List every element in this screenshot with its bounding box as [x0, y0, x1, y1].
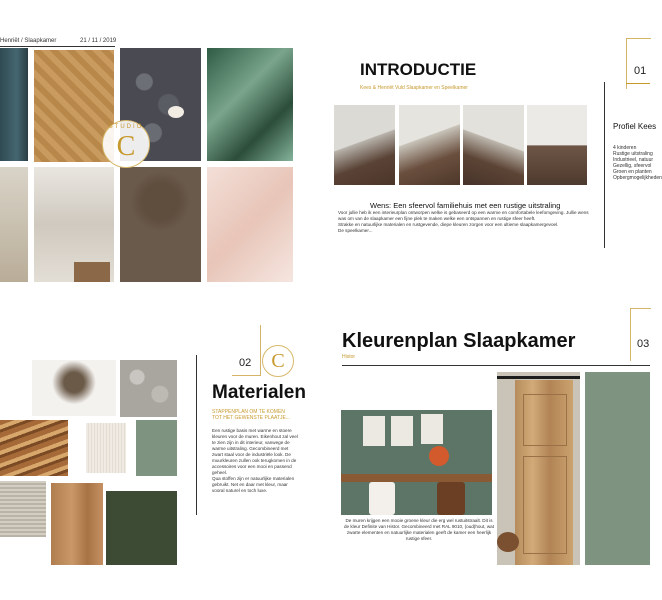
material-dried-flower: [32, 360, 116, 416]
chair: [437, 482, 465, 515]
body-line: geheel.: [212, 470, 228, 475]
attic-photo-3: [463, 105, 524, 185]
page-tagline: Wens: Een sfeervol familiehuis met een rustige uitstraling: [370, 201, 561, 210]
wall-art-1: [363, 416, 385, 446]
oak-barn-door-photo: [497, 372, 580, 565]
studio-c-mini-logo: [262, 345, 294, 377]
body-line: Een rustige basis met warme en stoere: [212, 428, 292, 433]
flower-vase: [429, 446, 449, 466]
page-title: INTRODUCTIE: [360, 60, 477, 79]
page-subtitle: [212, 409, 292, 421]
page-number: 03: [637, 338, 650, 350]
intro-body-line: Voor jullie heb ik een interieurplan ontworpen welke is gebaseerd op een warme en comfortabele leefomgeving. Jullie wens: [338, 210, 589, 215]
moodboard-tile-wood-stool: [0, 167, 28, 282]
body-line: gebruikt. Net en daar met kleur, maar: [212, 482, 288, 487]
coffee-cup: [168, 106, 184, 118]
subtitle-line: TOT HET GEWENSTE PLAATJE...: [212, 415, 290, 421]
kleurenplan-page: [334, 308, 650, 565]
profile-title: Profiel Kees: [613, 122, 657, 131]
intro-body-line: was om van de slaapkamer een fijne plek te maken welke een ontspannen en rustige sfeer heeft.: [338, 216, 536, 221]
body-line: te zien zijn in dit interieur, vanwege de: [212, 440, 290, 445]
profile-item: Groen en planten: [613, 169, 652, 175]
stool: [74, 262, 110, 282]
chair: [369, 482, 395, 515]
profile-item: Gezellig, sfeervol: [613, 163, 652, 169]
wall-art-3: [421, 414, 443, 444]
moodboard-tile-agave-plant: [207, 48, 293, 161]
profile-item: Industrieel, natuur: [613, 157, 654, 163]
caption-line: rustige sfeer.: [405, 536, 433, 541]
profile-item: Opbergmogelijkheden: [613, 175, 662, 181]
column-divider: [604, 82, 605, 248]
page-subtitle: Kees & Henriët Vuld Slaapkamer en Speelkamer: [360, 85, 468, 91]
introductie-page: [334, 38, 662, 282]
page-number: 02: [239, 357, 252, 369]
barn-door-rail: [497, 376, 580, 379]
page-subtitle: Histor: [342, 354, 356, 360]
moodboard-tile-door: [0, 48, 28, 161]
body-line: vooral naturel en toch luxe.: [212, 488, 268, 493]
door-panel: [523, 394, 567, 446]
page-header-date: 21 / 11 / 2019: [80, 38, 117, 44]
sage-green-color-swatch: [585, 372, 650, 565]
attic-photo-2: [399, 105, 460, 185]
material-sage-swatch: [136, 420, 177, 476]
column-divider: [196, 355, 197, 515]
materials-body: [212, 428, 298, 494]
body-line: muurkleuren zullen ook terugkomen in de: [212, 458, 297, 463]
number-underline: [626, 83, 650, 84]
attic-photo-1: [334, 105, 395, 185]
caption-line: zwarte elementen en natuurlijke materialen geeft de kamer een heerlijk: [346, 530, 492, 535]
studio-c-logo: [102, 120, 150, 168]
caption-line: De muren krijgen een mooie groene kleur die erg wel rustuitstraalt. Dit is: [345, 518, 493, 523]
moodboard-tile-dried-flower: [120, 167, 201, 282]
page-header-left: Henriët / Slaapkamer: [0, 38, 57, 44]
dining-table: [341, 474, 492, 482]
page-title: Kleurenplan Slaapkamer: [342, 330, 576, 352]
intro-body-line: Strakke en natuurlijke materialen en rustgevende, diepe kleuren zorgen voor een ultieme slaapkamergevoel.: [338, 222, 559, 227]
page-number: 01: [634, 65, 647, 77]
material-wool-texture: [0, 481, 46, 537]
material-fringe-rug: [86, 423, 126, 473]
page-title: Materialen: [212, 382, 306, 403]
caption: [339, 518, 499, 542]
material-oak-plank: [51, 483, 103, 565]
intro-body: [338, 210, 600, 234]
page-number-frame: [630, 308, 651, 361]
logo-studio-text: STUDIO: [108, 124, 144, 130]
material-chunky-knit: [120, 360, 177, 417]
subtitle-line: STAPPENPLAN OM TE KOMEN: [212, 409, 285, 415]
material-dark-green-fabric: [106, 491, 177, 565]
moodboard-page: [0, 38, 293, 282]
body-line: warme uitstraling. Gecombineerd met: [212, 446, 289, 451]
attic-photo-4: [527, 105, 587, 185]
wall-art-2: [391, 416, 413, 446]
green-dining-room-photo: [341, 410, 492, 515]
page-number-frame: [626, 38, 651, 89]
intro-body-line: De speelkamer...: [338, 228, 373, 233]
title-underline: [342, 365, 650, 366]
body-line: zwart staal voor de industriële look. De: [212, 452, 291, 457]
door-panel: [523, 456, 567, 554]
moodboard-tile-linen-pillows: [34, 167, 114, 282]
materialen-page: [0, 325, 306, 565]
profile-list: [613, 145, 662, 181]
oak-door: [515, 380, 573, 565]
body-line: Qua stoffen zijn er natuurlijke materialen: [212, 476, 295, 481]
logo-letter: C: [116, 131, 136, 162]
material-curved-wood: [0, 420, 68, 476]
caption-line: de kleur Definite van Histor. Gecombineerd met RAL 9010, (oud)hout, wat: [344, 524, 494, 529]
moodboard-tile-pink-palm-leaf: [207, 167, 293, 282]
profile-item: 4 kinderen: [613, 145, 637, 151]
body-line: kleuren voor de muren. Eikenhout zal veel: [212, 434, 298, 439]
round-side-table: [497, 532, 519, 552]
body-line: accessoires voor een mooi en passend: [212, 464, 292, 469]
header-divider: [0, 46, 115, 47]
profile-item: Rustige uitstraling: [613, 151, 653, 157]
mini-logo-letter: C: [271, 350, 285, 372]
